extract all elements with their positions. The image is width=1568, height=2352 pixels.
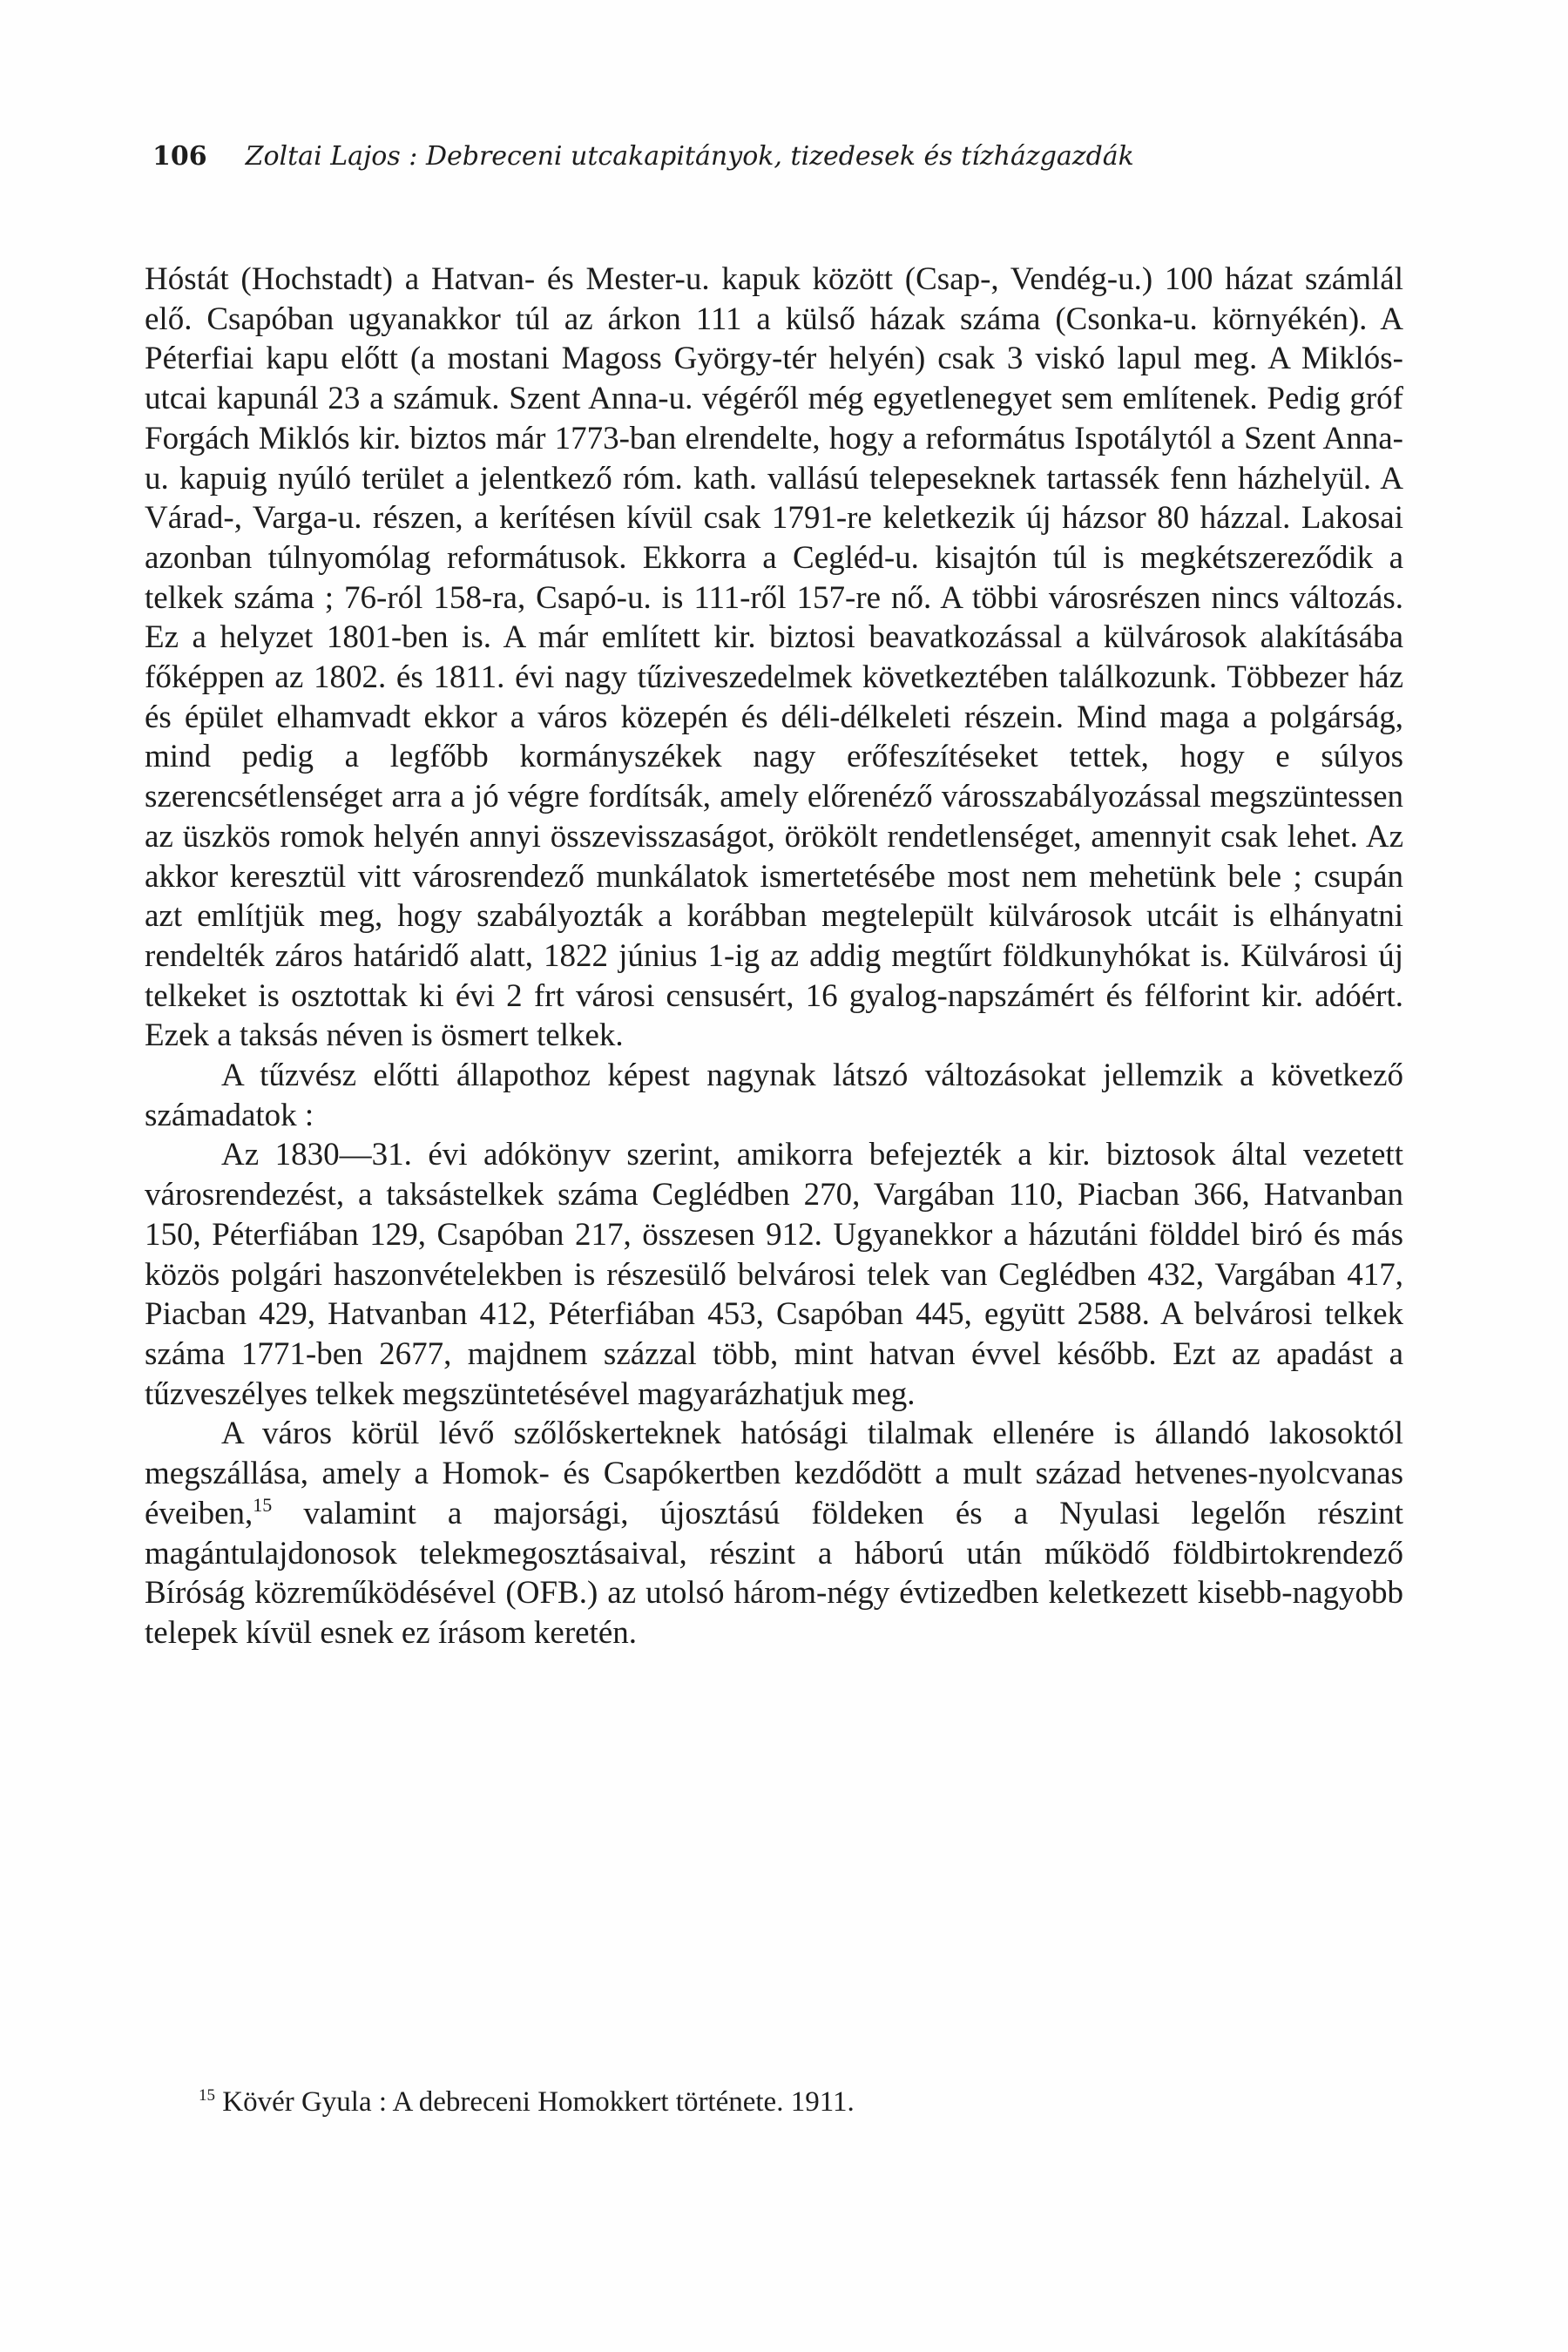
page-number: 106 bbox=[152, 141, 207, 172]
footnote bbox=[199, 2084, 1331, 2120]
footnote-reference: 15 bbox=[253, 1493, 273, 1516]
paragraph bbox=[145, 1414, 1403, 1652]
running-header bbox=[152, 139, 1416, 174]
paragraph: Hóstát (Hochstadt) a Hatvan- és Mester-u. kapuk között (Csap-, Vendég-u.) 100 házat számlál elő. Csapóban ugyanakkor túl az árkon 111 a külső házak száma (Csonka-u. környékén). A Péterfiai kapu előtt (a mostani Magoss György-tér helyén) csak 3 viskó lapul meg. A Miklós-utcai kapunál 23 a számuk. Szent Anna-u. végéről még egyetlenegyet sem említenek. Pedig gróf Forgách Miklós kir. biztos már 1773-ban elrendelte, hogy a református Ispotálytól a Szent Anna-u. kapuig nyúló terület a jelentkező róm. kath. vallású telepeseknek tartassék fenn házhelyül. A Várad-, Varga-u. részen, a kerítésen kívül csak 1791-re keletkezik új házsor 80 házzal. Lakosai azonban túlnyomólag reformátusok. Ekkorra a Cegléd-u. kisajtón túl is megkétszereződik a telkek száma ; 76-ról 158-ra, Csapó-u. is 111-ről 157-re nő. A többi városrészen nincs változás. Ez a helyzet 1801-ben is. A már említett kir. biztosi beavatkozással a külvárosok alakításába főképpen az 1802. és 1811. évi nagy tűziveszedelmek következtében találkozunk. Többezer ház és épület elhamvadt ekkor a város közepén és déli-délkeleti részein. Mind maga a polgárság, mind pedig a legfőbb kormányszékek nagy erőfeszítéseket tettek, hogy e súlyos szerencsétlenséget arra a jó végre fordítsák, amely előrenéző városszabályozással megszüntessen az üszkös romok helyén annyi összevisszaságot, örökölt rendetlenséget, amennyit csak lehet. Az akkor keresztül vitt városrendező munkálatok ismertetésébe most nem mehetünk bele ; csupán azt említjük meg, hogy szabályozták a korábban megtelepült külvárosok utcáit is elhányatni rendelték záros határidő alatt, 1822 június 1-ig az addig megtűrt földkunyhókat is. Külvárosi új telkeket is osztottak ki évi 2 frt városi censusért, 16 gyalog-napszámért és félforint kir. adóért. Ezek a taksás néven is ösmert telkek. bbox=[145, 261, 1403, 1054]
paragraph-text: valamint a majorsági, újosztású földeken és a Nyulasi legelőn részint magántulajdonosok telekmegosztásaival, részint a háború után működő földbirtokrendező Bíróság közreműködésével (OFB.) az utolsó három-négy évtizedben keletkezett kisebb-nagyobb telepek kívül esnek ez írásom keretén. bbox=[145, 1495, 1403, 1651]
body-text bbox=[145, 260, 1403, 1653]
footnote-text: Kövér Gyula : A debreceni Homokkert története. 1911. bbox=[215, 2086, 855, 2118]
footnote-number: 15 bbox=[199, 2086, 215, 2105]
paragraph: A tűzvész előtti állapothoz képest nagynak látszó változásokat jellemzik a következő számadatok : bbox=[145, 1058, 1403, 1133]
running-title: Zoltai Lajos : Debreceni utcakapitányok, tizedesek és tízházgazdák bbox=[245, 141, 1134, 172]
paragraph: Az 1830—31. évi adókönyv szerint, amikorra befejezték a kir. biztosok által vezetett városrendezést, a taksástelkek száma Ceglédben 270, Vargában 110, Piacban 366, Hatvanban 150, Péterfiában 129, Csapóban 217, összesen 912. Ugyanekkor a házutáni földdel biró és más közös polgári haszonvételekben is részesülő belvárosi telek van Ceglédben 432, Vargában 417, Piacban 429, Hatvanban 412, Péterfiában 453, Csapóban 445, együtt 2588. A belvárosi telkek száma 1771-ben 2677, majdnem százzal több, mint hatvan évvel később. Ezt az apadást a tűzveszélyes telkek megszüntetésével magyarázhatjuk meg. bbox=[145, 1137, 1403, 1412]
paragraph-text: A város körül lévő szőlőskerteknek hatósági tilalmak ellenére is állandó lakosoktól megszállása, amely a Homok- és Csapókertben kezdődött a mult század hetvenes-nyolcvanas éveiben, bbox=[145, 1416, 1403, 1531]
